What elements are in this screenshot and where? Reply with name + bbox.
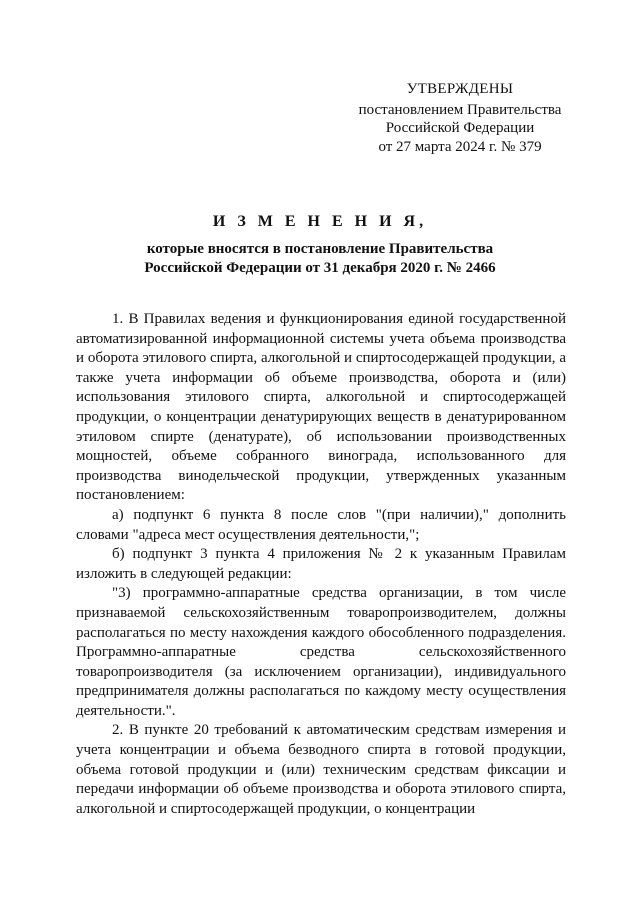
paragraph-item-1: 1. В Правилах ведения и функционирования единой государственной автоматизированной информационной системы учета объема производства и оборота этилового спирта, алкогольной и спиртосодержащей продукции, а также учета информации об объеме производства, оборота и (или) использования этилового спирта, алкогольной и спиртосодержащей продукции, о концентрации денатурирующих веществ в денатурированном этиловом спирте (денатурате), об использовании производственных мощностей, объеме собранного винограда, использованного для производства винодельческой продукции, утвержденных указанным постановлением: — [76, 311, 566, 504]
paragraph-item-2: 2. В пункте 20 требований к автоматическим средствам измерения и учета концентрации и объема безводного спирта в готовой продукции, объема готовой продукции и (или) техническим средствам фиксации и передачи информации об объеме производства и оборота этилового спирта, алкогольной и спиртосодержащей продукции, о концентрации — [76, 722, 566, 817]
approval-date-line: от 27 марта 2024 г. № 379 — [378, 138, 542, 155]
document-subtitle-line: Российской Федерации от 31 декабря 2020 г. № 2466 — [144, 260, 496, 276]
approval-block — [340, 80, 580, 156]
document-body — [76, 310, 566, 819]
approval-line: постановлением Правительства — [358, 101, 562, 118]
paragraph-subitem-a: а) подпункт 6 пункта 8 после слов "(при наличии)," дополнить словами "адреса мест осуществления деятельности,"; — [76, 506, 566, 543]
approval-line: Российской Федерации — [385, 120, 535, 136]
document-heading — [0, 212, 640, 278]
document-subtitle-line: которые вносятся в постановление Правительства — [146, 241, 494, 257]
document-title: И З М Е Н Е Н И Я, — [212, 213, 428, 230]
paragraph-subitem-b: б) подпункт 3 пункта 4 приложения № 2 к указанным Правилам изложить в следующей редакции: — [76, 546, 566, 582]
approval-heading: УТВЕРЖДЕНЫ — [406, 81, 514, 97]
paragraph-quoted-text: "3) программно-аппаратные средства организации, в том числе признаваемой сельскохозяйственным товаропроизводителем, должны располагаться по месту нахождения каждого обособленного подразделения. Программно-аппаратные средства сельскохозяйственного товаропроизводителя (за исключением организации), индивидуального предпринимателя должны располагаться по каждому месту осуществления деятельности.". — [76, 585, 566, 719]
